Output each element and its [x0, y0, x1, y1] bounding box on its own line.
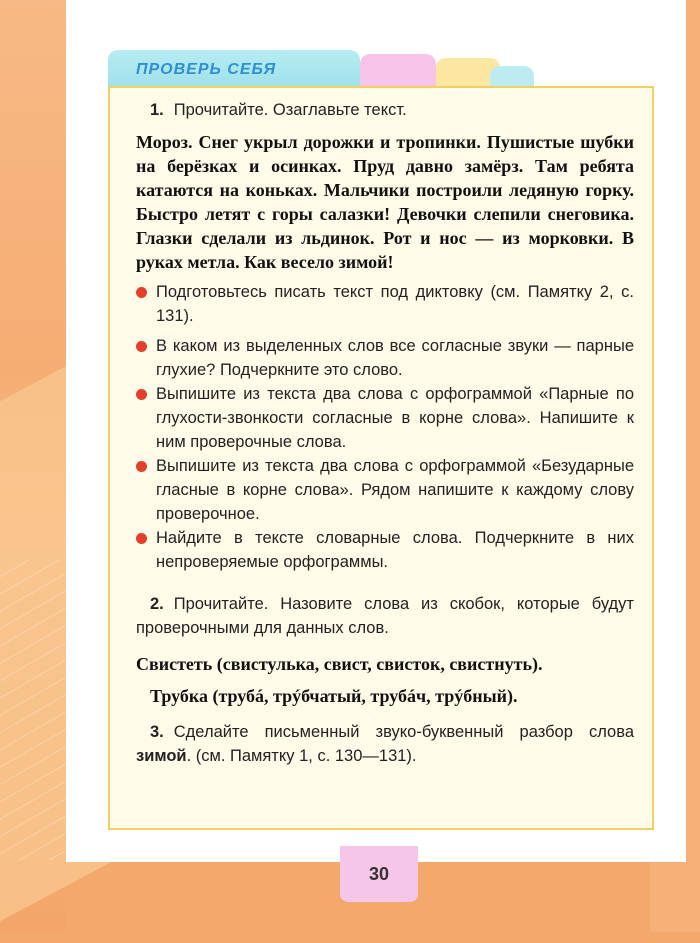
task-2-header: [136, 592, 634, 640]
section-title: ПРОВЕРЬ СЕБЯ: [136, 61, 277, 78]
task-1-header: [136, 98, 634, 122]
bullet-dot-icon: [136, 341, 147, 352]
bullet-item: [136, 334, 634, 382]
task-3-text-after: . (см. Памятку 1, с. 130—131).: [186, 747, 417, 765]
dictation-text: Мороз. Снег укрыл дорожки и тропинки. Пушистые шубки на берёзках и осинках. Пруд давно замёрз. Там ребята катаются на коньках. Мальчики построили ледяную горку. Быстро летят с горы салазки! Девочки слепили снеговика. Глазки сделали из льдинок. Рот и нос — из морковки. В руках метла. Как весело зимой!: [136, 132, 634, 272]
task-3-word: зимой: [136, 747, 187, 765]
page-number-tab: [340, 846, 418, 902]
bullet-item: [136, 382, 634, 454]
page-number: 30: [368, 863, 390, 884]
task-2-line-2: Трубка (трубá, трýбчатый, трубáч, трýбный).: [150, 686, 518, 706]
bullet-item: [136, 526, 634, 574]
bullet-text: Выпишите из текста два слова с орфограммой «Безударные гласные в корне слова». Рядом напишите к каждому слову проверочное.: [156, 457, 634, 523]
exercise-content: [136, 98, 634, 768]
task-1-bullets: [136, 280, 634, 574]
bullet-item: [136, 454, 634, 526]
bullet-text: Найдите в тексте словарные слова. Подчеркните в них непроверяемые орфограммы.: [156, 529, 634, 571]
bullet-dot-icon: [136, 287, 147, 298]
task-2-line-1: Свистеть (свистулька, свист, свисток, свистнуть).: [136, 654, 543, 674]
bullet-dot-icon: [136, 461, 147, 472]
task-3-text: [136, 720, 634, 768]
bullet-dot-icon: [136, 533, 147, 544]
exercise-box: [108, 86, 654, 830]
bullet-item: [136, 280, 634, 328]
task-2-instruction: Прочитайте. Назовите слова из скобок, которые будут проверочными для данных слов.: [136, 595, 634, 637]
background-lines: [0, 560, 66, 860]
section-header-tab: [108, 50, 360, 90]
bullet-text: Подготовьтесь писать текст под диктовку (см. Памятку 2, с. 131).: [156, 283, 634, 325]
task-2-number: 2.: [150, 595, 164, 613]
task-1-instruction: Прочитайте. Озаглавьте текст.: [173, 101, 407, 119]
bullet-dot-icon: [136, 389, 147, 400]
task-1-number: 1.: [150, 101, 164, 119]
task-3-text-before: Сделайте письменный звуко-буквенный разбор слова: [173, 723, 634, 741]
task-3-number: 3.: [150, 723, 164, 741]
bullet-text: В каком из выделенных слов все согласные звуки — парные глухие? Подчеркните это слово.: [156, 337, 634, 379]
bullet-text: Выпишите из текста два слова с орфограммой «Парные по глухости-звонкости согласные в корне слова». Напишите к ним проверочные слова.: [156, 385, 634, 451]
